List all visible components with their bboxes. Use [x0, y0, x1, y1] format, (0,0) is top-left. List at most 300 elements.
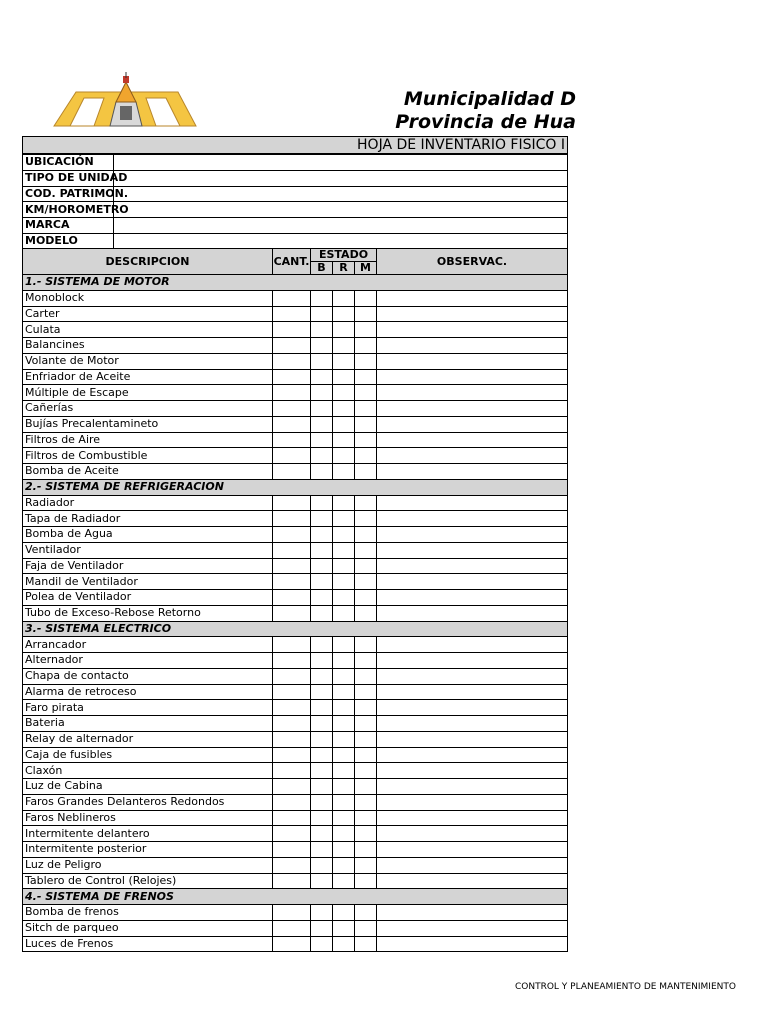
item-description: Sitch de parqueo — [23, 920, 273, 936]
observ-cell[interactable] — [377, 574, 568, 590]
b-cell[interactable] — [311, 842, 333, 858]
table-row — [23, 873, 568, 889]
item-description: Radiador — [23, 495, 273, 511]
m-cell[interactable] — [355, 401, 377, 417]
r-cell[interactable] — [333, 574, 355, 590]
m-cell[interactable] — [355, 590, 377, 606]
item-description: Faro pirata — [23, 700, 273, 716]
info-row — [23, 202, 568, 218]
m-cell[interactable] — [355, 905, 377, 921]
item-description: Arrancador — [23, 637, 273, 653]
table-row — [23, 936, 568, 952]
b-cell[interactable] — [311, 605, 333, 621]
r-cell[interactable] — [333, 716, 355, 732]
observ-cell[interactable] — [377, 322, 568, 338]
item-description: Relay de alternador — [23, 731, 273, 747]
table-row — [23, 668, 568, 684]
col-observ-header: OBSERVAC. — [377, 249, 568, 275]
item-description: Ventilador — [23, 542, 273, 558]
item-description: Bomba de Aceite — [23, 464, 273, 480]
table-row — [23, 527, 568, 543]
b-cell[interactable] — [311, 936, 333, 952]
item-description: Balancines — [23, 338, 273, 354]
r-cell[interactable] — [333, 810, 355, 826]
table-row — [23, 779, 568, 795]
m-cell[interactable] — [355, 448, 377, 464]
cant-cell[interactable] — [273, 668, 311, 684]
section-row — [23, 621, 568, 637]
item-description: Cañerías — [23, 401, 273, 417]
m-cell[interactable] — [355, 432, 377, 448]
r-cell[interactable] — [333, 842, 355, 858]
col-b-header: B — [311, 262, 333, 275]
b-cell[interactable] — [311, 826, 333, 842]
col-descripcion-header: DESCRIPCION — [23, 249, 273, 275]
cant-cell[interactable] — [273, 920, 311, 936]
r-cell[interactable] — [333, 668, 355, 684]
observ-cell[interactable] — [377, 495, 568, 511]
r-cell[interactable] — [333, 605, 355, 621]
item-description: Polea de Ventilador — [23, 590, 273, 606]
cant-cell[interactable] — [273, 794, 311, 810]
table-row — [23, 857, 568, 873]
table-row — [23, 495, 568, 511]
observ-cell[interactable] — [377, 290, 568, 306]
m-cell[interactable] — [355, 668, 377, 684]
m-cell[interactable] — [355, 353, 377, 369]
r-cell[interactable] — [333, 779, 355, 795]
table-row — [23, 558, 568, 574]
info-value-field[interactable] — [114, 218, 568, 234]
m-cell[interactable] — [355, 794, 377, 810]
cant-cell[interactable] — [273, 936, 311, 952]
cant-cell[interactable] — [273, 495, 311, 511]
cant-cell[interactable] — [273, 731, 311, 747]
b-cell[interactable] — [311, 495, 333, 511]
r-cell[interactable] — [333, 290, 355, 306]
table-row — [23, 826, 568, 842]
item-description: Faros Grandes Delanteros Redondos — [23, 794, 273, 810]
info-row — [23, 155, 568, 171]
b-cell[interactable] — [311, 684, 333, 700]
r-cell[interactable] — [333, 936, 355, 952]
table-row — [23, 605, 568, 621]
b-cell[interactable] — [311, 558, 333, 574]
r-cell[interactable] — [333, 338, 355, 354]
observ-cell[interactable] — [377, 810, 568, 826]
b-cell[interactable] — [311, 306, 333, 322]
cant-cell[interactable] — [273, 306, 311, 322]
m-cell[interactable] — [355, 700, 377, 716]
observ-cell[interactable] — [377, 684, 568, 700]
m-cell[interactable] — [355, 920, 377, 936]
r-cell[interactable] — [333, 527, 355, 543]
item-description: Intermitente posterior — [23, 842, 273, 858]
item-description: Intermitente delantero — [23, 826, 273, 842]
m-cell[interactable] — [355, 684, 377, 700]
b-cell[interactable] — [311, 511, 333, 527]
section-title: 4.- SISTEMA DE FRENOS — [23, 889, 568, 905]
table-row — [23, 511, 568, 527]
cant-cell[interactable] — [273, 826, 311, 842]
b-cell[interactable] — [311, 857, 333, 873]
r-cell[interactable] — [333, 511, 355, 527]
observ-cell[interactable] — [377, 700, 568, 716]
table-row — [23, 653, 568, 669]
cant-cell[interactable] — [273, 637, 311, 653]
b-cell[interactable] — [311, 290, 333, 306]
b-cell[interactable] — [311, 416, 333, 432]
item-description: Monoblock — [23, 290, 273, 306]
observ-cell[interactable] — [377, 432, 568, 448]
section-title: 1.- SISTEMA DE MOTOR — [23, 275, 568, 291]
item-description: Filtros de Aire — [23, 432, 273, 448]
item-description: Bujías Precalentamineto — [23, 416, 273, 432]
col-cant-header: CANT. — [273, 249, 311, 275]
table-row — [23, 416, 568, 432]
table-row — [23, 353, 568, 369]
info-label: MODELO — [23, 233, 114, 249]
cant-cell[interactable] — [273, 747, 311, 763]
b-cell[interactable] — [311, 353, 333, 369]
b-cell[interactable] — [311, 432, 333, 448]
info-label: KM/HOROMETRO — [23, 202, 114, 218]
cant-cell[interactable] — [273, 369, 311, 385]
cant-cell[interactable] — [273, 574, 311, 590]
m-cell[interactable] — [355, 763, 377, 779]
item-description: Enfriador de Aceite — [23, 369, 273, 385]
observ-cell[interactable] — [377, 905, 568, 921]
info-value-field[interactable] — [114, 186, 568, 202]
m-cell[interactable] — [355, 605, 377, 621]
r-cell[interactable] — [333, 369, 355, 385]
b-cell[interactable] — [311, 905, 333, 921]
observ-cell[interactable] — [377, 826, 568, 842]
cant-cell[interactable] — [273, 763, 311, 779]
province-title: Provincia de Hua — [395, 111, 576, 133]
observ-cell[interactable] — [377, 857, 568, 873]
cant-cell[interactable] — [273, 511, 311, 527]
r-cell[interactable] — [333, 401, 355, 417]
r-cell[interactable] — [333, 763, 355, 779]
observ-cell[interactable] — [377, 842, 568, 858]
cant-cell[interactable] — [273, 448, 311, 464]
cant-cell[interactable] — [273, 338, 311, 354]
section-row — [23, 479, 568, 495]
info-value-field[interactable] — [114, 155, 568, 171]
r-cell[interactable] — [333, 731, 355, 747]
m-cell[interactable] — [355, 495, 377, 511]
r-cell[interactable] — [333, 385, 355, 401]
r-cell[interactable] — [333, 920, 355, 936]
cant-cell[interactable] — [273, 322, 311, 338]
cant-cell[interactable] — [273, 432, 311, 448]
observ-cell[interactable] — [377, 668, 568, 684]
b-cell[interactable] — [311, 653, 333, 669]
item-description: Tapa de Radiador — [23, 511, 273, 527]
info-label: UBICACIÓN — [23, 155, 114, 171]
observ-cell[interactable] — [377, 448, 568, 464]
b-cell[interactable] — [311, 763, 333, 779]
table-row — [23, 369, 568, 385]
table-row — [23, 590, 568, 606]
observ-cell[interactable] — [377, 464, 568, 480]
table-row — [23, 716, 568, 732]
b-cell[interactable] — [311, 322, 333, 338]
cant-cell[interactable] — [273, 605, 311, 621]
item-description: Carter — [23, 306, 273, 322]
info-row — [23, 233, 568, 249]
item-description: Caja de fusibles — [23, 747, 273, 763]
r-cell[interactable] — [333, 542, 355, 558]
m-cell[interactable] — [355, 369, 377, 385]
r-cell[interactable] — [333, 857, 355, 873]
m-cell[interactable] — [355, 527, 377, 543]
table-row — [23, 684, 568, 700]
item-description: Claxón — [23, 763, 273, 779]
item-description: Bomba de Agua — [23, 527, 273, 543]
r-cell[interactable] — [333, 495, 355, 511]
item-description: Culata — [23, 322, 273, 338]
table-row — [23, 905, 568, 921]
m-cell[interactable] — [355, 542, 377, 558]
item-description: Mandil de Ventilador — [23, 574, 273, 590]
r-cell[interactable] — [333, 794, 355, 810]
table-row — [23, 464, 568, 480]
observ-cell[interactable] — [377, 401, 568, 417]
r-cell[interactable] — [333, 826, 355, 842]
r-cell[interactable] — [333, 432, 355, 448]
table-row — [23, 448, 568, 464]
table-row — [23, 432, 568, 448]
r-cell[interactable] — [333, 448, 355, 464]
r-cell[interactable] — [333, 353, 355, 369]
info-label: TIPO DE UNIDAD — [23, 170, 114, 186]
r-cell[interactable] — [333, 558, 355, 574]
cant-cell[interactable] — [273, 842, 311, 858]
table-row — [23, 542, 568, 558]
table-row — [23, 306, 568, 322]
m-cell[interactable] — [355, 857, 377, 873]
item-description: Faja de Ventilador — [23, 558, 273, 574]
observ-cell[interactable] — [377, 369, 568, 385]
info-row — [23, 170, 568, 186]
item-description: Luces de Frenos — [23, 936, 273, 952]
table-row — [23, 810, 568, 826]
cant-cell[interactable] — [273, 653, 311, 669]
cant-cell[interactable] — [273, 353, 311, 369]
info-row — [23, 218, 568, 234]
cant-cell[interactable] — [273, 401, 311, 417]
observ-cell[interactable] — [377, 763, 568, 779]
m-cell[interactable] — [355, 306, 377, 322]
item-description: Alarma de retroceso — [23, 684, 273, 700]
cant-cell[interactable] — [273, 779, 311, 795]
m-cell[interactable] — [355, 385, 377, 401]
info-value-field[interactable] — [114, 202, 568, 218]
section-row — [23, 889, 568, 905]
table-row — [23, 290, 568, 306]
info-value-field[interactable] — [114, 233, 568, 249]
cant-cell[interactable] — [273, 385, 311, 401]
cant-cell[interactable] — [273, 873, 311, 889]
table-row — [23, 842, 568, 858]
cant-cell[interactable] — [273, 558, 311, 574]
m-cell[interactable] — [355, 810, 377, 826]
section-title: 3.- SISTEMA ELECTRICO — [23, 621, 568, 637]
m-cell[interactable] — [355, 511, 377, 527]
r-cell[interactable] — [333, 416, 355, 432]
observ-cell[interactable] — [377, 385, 568, 401]
r-cell[interactable] — [333, 873, 355, 889]
item-description: Filtros de Combustible — [23, 448, 273, 464]
observ-cell[interactable] — [377, 353, 568, 369]
info-row — [23, 186, 568, 202]
m-cell[interactable] — [355, 558, 377, 574]
r-cell[interactable] — [333, 905, 355, 921]
cant-cell[interactable] — [273, 290, 311, 306]
m-cell[interactable] — [355, 290, 377, 306]
item-description: Luz de Cabina — [23, 779, 273, 795]
m-cell[interactable] — [355, 322, 377, 338]
m-cell[interactable] — [355, 936, 377, 952]
observ-cell[interactable] — [377, 558, 568, 574]
m-cell[interactable] — [355, 637, 377, 653]
b-cell[interactable] — [311, 590, 333, 606]
r-cell[interactable] — [333, 653, 355, 669]
b-cell[interactable] — [311, 700, 333, 716]
m-cell[interactable] — [355, 716, 377, 732]
observ-cell[interactable] — [377, 794, 568, 810]
b-cell[interactable] — [311, 794, 333, 810]
b-cell[interactable] — [311, 369, 333, 385]
b-cell[interactable] — [311, 464, 333, 480]
r-cell[interactable] — [333, 700, 355, 716]
r-cell[interactable] — [333, 747, 355, 763]
observ-cell[interactable] — [377, 747, 568, 763]
observ-cell[interactable] — [377, 542, 568, 558]
col-m-header: M — [355, 262, 377, 275]
table-row — [23, 574, 568, 590]
cant-cell[interactable] — [273, 684, 311, 700]
b-cell[interactable] — [311, 448, 333, 464]
table-row — [23, 322, 568, 338]
r-cell[interactable] — [333, 684, 355, 700]
observ-cell[interactable] — [377, 605, 568, 621]
cant-cell[interactable] — [273, 416, 311, 432]
item-description: Alternador — [23, 653, 273, 669]
item-description: Tubo de Exceso-Rebose Retorno — [23, 605, 273, 621]
b-cell[interactable] — [311, 338, 333, 354]
b-cell[interactable] — [311, 716, 333, 732]
cant-cell[interactable] — [273, 857, 311, 873]
item-description: Tablero de Control (Relojes) — [23, 873, 273, 889]
m-cell[interactable] — [355, 779, 377, 795]
m-cell[interactable] — [355, 464, 377, 480]
b-cell[interactable] — [311, 731, 333, 747]
r-cell[interactable] — [333, 322, 355, 338]
section-row — [23, 275, 568, 291]
cant-cell[interactable] — [273, 905, 311, 921]
item-description: Volante de Motor — [23, 353, 273, 369]
m-cell[interactable] — [355, 653, 377, 669]
table-row — [23, 700, 568, 716]
b-cell[interactable] — [311, 637, 333, 653]
cant-cell[interactable] — [273, 542, 311, 558]
cant-cell[interactable] — [273, 810, 311, 826]
b-cell[interactable] — [311, 810, 333, 826]
observ-cell[interactable] — [377, 731, 568, 747]
b-cell[interactable] — [311, 401, 333, 417]
table-row — [23, 747, 568, 763]
r-cell[interactable] — [333, 464, 355, 480]
col-r-header: R — [333, 262, 355, 275]
info-label: COD. PATRIMON. — [23, 186, 114, 202]
section-title: 2.- SISTEMA DE REFRIGERACION — [23, 479, 568, 495]
m-cell[interactable] — [355, 747, 377, 763]
cant-cell[interactable] — [273, 716, 311, 732]
observ-cell[interactable] — [377, 779, 568, 795]
observ-cell[interactable] — [377, 338, 568, 354]
item-description: Chapa de contacto — [23, 668, 273, 684]
b-cell[interactable] — [311, 920, 333, 936]
m-cell[interactable] — [355, 873, 377, 889]
observ-cell[interactable] — [377, 590, 568, 606]
table-row — [23, 920, 568, 936]
info-label: MARCA — [23, 218, 114, 234]
r-cell[interactable] — [333, 590, 355, 606]
cant-cell[interactable] — [273, 700, 311, 716]
r-cell[interactable] — [333, 306, 355, 322]
m-cell[interactable] — [355, 574, 377, 590]
cant-cell[interactable] — [273, 464, 311, 480]
sheet-title: HOJA DE INVENTARIO FISICO I — [22, 136, 568, 154]
b-cell[interactable] — [311, 385, 333, 401]
observ-cell[interactable] — [377, 511, 568, 527]
r-cell[interactable] — [333, 637, 355, 653]
observ-cell[interactable] — [377, 873, 568, 889]
observ-cell[interactable] — [377, 716, 568, 732]
item-description: Bomba de frenos — [23, 905, 273, 921]
m-cell[interactable] — [355, 842, 377, 858]
b-cell[interactable] — [311, 779, 333, 795]
b-cell[interactable] — [311, 574, 333, 590]
observ-cell[interactable] — [377, 306, 568, 322]
info-value-field[interactable] — [114, 170, 568, 186]
b-cell[interactable] — [311, 747, 333, 763]
cant-cell[interactable] — [273, 527, 311, 543]
observ-cell[interactable] — [377, 653, 568, 669]
table-row — [23, 338, 568, 354]
observ-cell[interactable] — [377, 527, 568, 543]
m-cell[interactable] — [355, 338, 377, 354]
b-cell[interactable] — [311, 873, 333, 889]
observ-cell[interactable] — [377, 637, 568, 653]
observ-cell[interactable] — [377, 416, 568, 432]
m-cell[interactable] — [355, 826, 377, 842]
b-cell[interactable] — [311, 668, 333, 684]
cant-cell[interactable] — [273, 590, 311, 606]
m-cell[interactable] — [355, 731, 377, 747]
observ-cell[interactable] — [377, 920, 568, 936]
m-cell[interactable] — [355, 416, 377, 432]
b-cell[interactable] — [311, 527, 333, 543]
table-row — [23, 794, 568, 810]
item-description: Luz de Peligro — [23, 857, 273, 873]
observ-cell[interactable] — [377, 936, 568, 952]
b-cell[interactable] — [311, 542, 333, 558]
table-row — [23, 637, 568, 653]
